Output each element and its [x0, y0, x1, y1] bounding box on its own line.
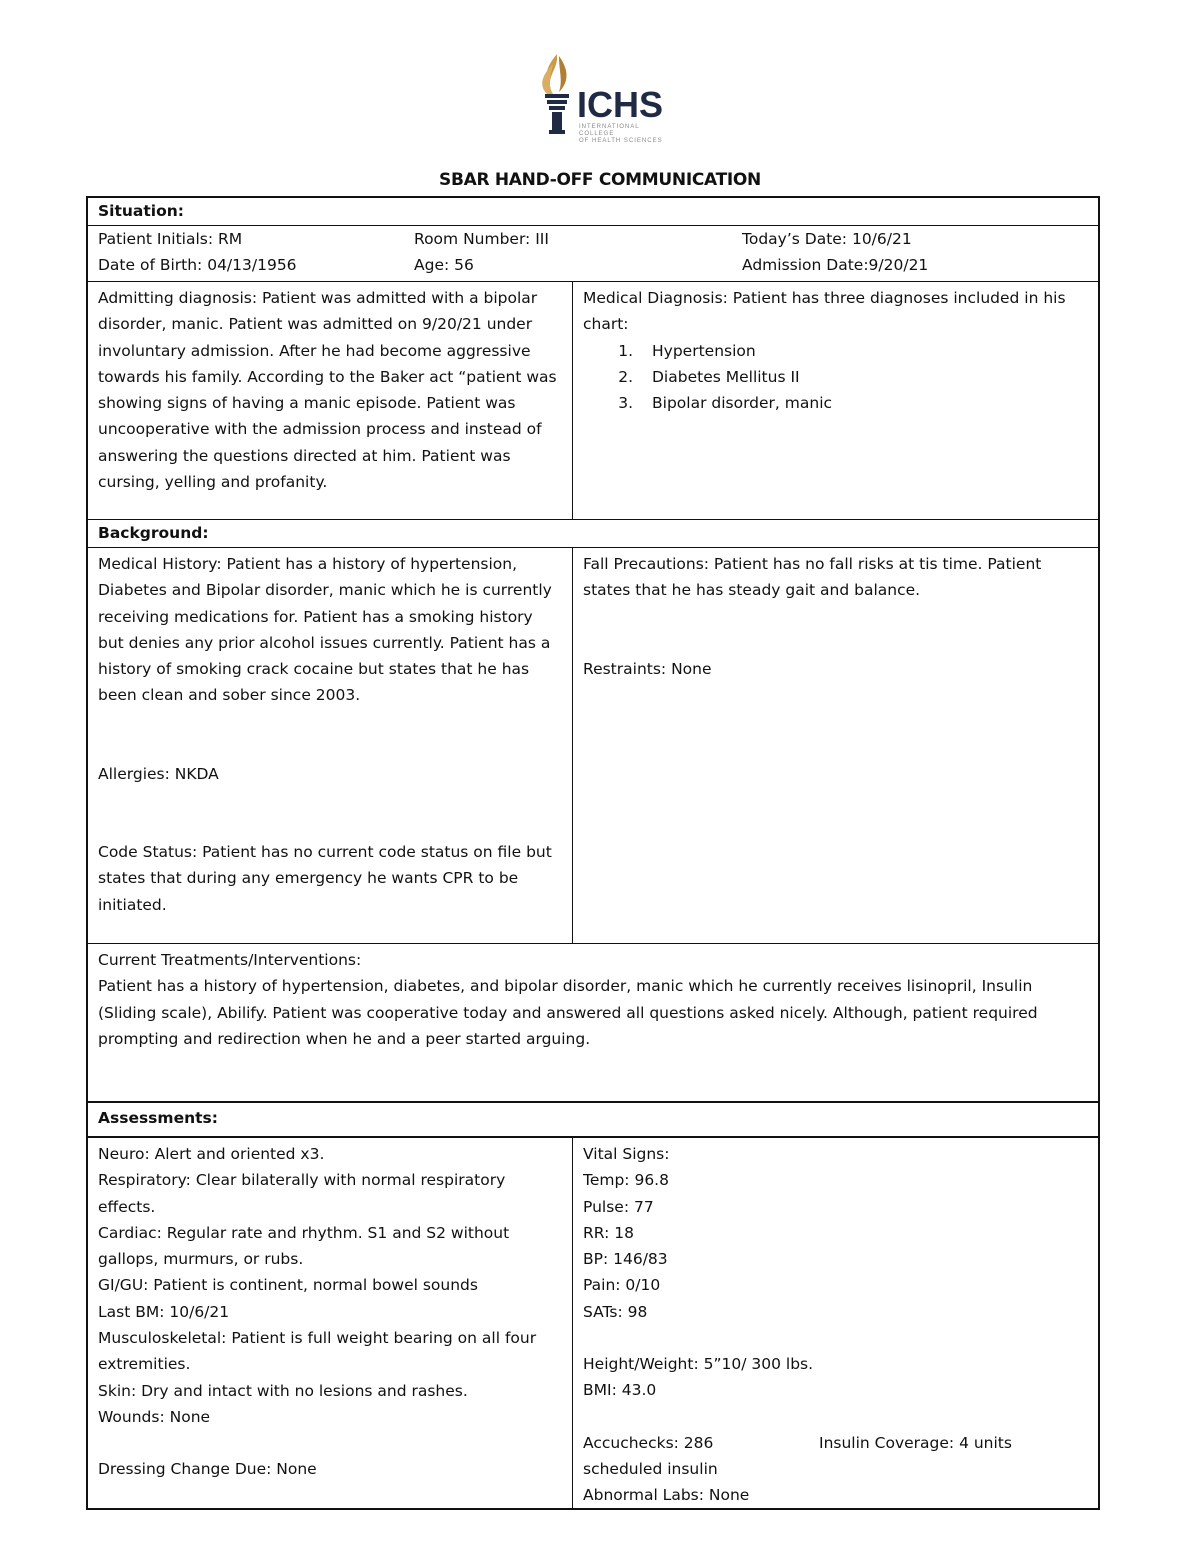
precautions-cell: [573, 548, 1098, 943]
todays-date: Today’s Date: 10/6/21: [742, 230, 912, 248]
room-number: Room Number: III: [414, 230, 549, 248]
bp: BP: 146/83: [583, 1250, 668, 1269]
admitting-diagnosis: [88, 282, 573, 519]
height-weight: Height/Weight: 5”10/ 300 lbs.: [583, 1355, 814, 1374]
respiratory: Respiratory: Clear bilaterally with normal respiratory effects.: [98, 1171, 506, 1216]
code-status: Code Status: Patient has no current code status on file but states that during any emergency he wants CPR to be initiated.: [98, 843, 552, 914]
admission-date: Admission Date:9/20/21: [742, 256, 929, 274]
gi-gu: GI/GU: Patient is continent, normal bowel sounds: [98, 1276, 478, 1295]
torch-icon: [535, 50, 579, 140]
diagnosis-item: 3. Bipolar disorder, manic: [638, 390, 1088, 416]
fall-precautions: Fall Precautions: Patient has no fall risks at tis time. Patient states that he has steady gait and balance.: [583, 555, 1042, 600]
vitals-label: Vital Signs:: [583, 1145, 670, 1163]
medical-diagnosis: [573, 282, 1098, 519]
restraints: Restraints: None: [583, 659, 712, 678]
patient-initials: Patient Initials: RM: [98, 230, 243, 248]
logo-wordmark: ICHS: [577, 84, 664, 125]
allergies: Allergies: NKDA: [98, 764, 219, 783]
treatments-label: Current Treatments/Interventions:: [98, 951, 362, 969]
admitting-diagnosis-text: Admitting diagnosis: Patient was admitted with a bipolar disorder, manic. Patient was admitted on 9/20/21 under involuntary admission. After he had become aggressive towards his family. According to the Baker act “patient was showing signs of having a manic episode. Patient was uncooperative with the admission process and instead of answering the questions directed at him. Patient was cursing, yelling and profanity.: [98, 289, 557, 492]
sats: SATs: 98: [583, 1302, 648, 1321]
accuchecks-line: [583, 1430, 1088, 1456]
insulin-coverage: Insulin Coverage: 4 units: [819, 1433, 1012, 1452]
cardiac: Cardiac: Regular rate and rhythm. S1 and S2 without gallops, murmurs, or rubs.: [98, 1223, 510, 1269]
scheduled-insulin: scheduled insulin: [583, 1459, 718, 1478]
diagnosis-row: [88, 282, 1098, 520]
diagnosis-item: 2. Diabetes Mellitus II: [638, 364, 1088, 390]
logo-tagline-line: OF HEALTH SCIENCES: [579, 138, 663, 144]
date-of-birth: Date of Birth: 04/13/1956: [98, 256, 297, 274]
situation-header: Situation:: [88, 198, 1098, 226]
age: Age: 56: [414, 256, 474, 274]
treatments-row: [88, 944, 1098, 1103]
logo-tagline: [579, 124, 675, 145]
systems-assessment: [88, 1138, 573, 1508]
medical-history: Medical History: Patient has a history of hypertension, Diabetes and Bipolar disorder, manic which he is currently receiving medications for. Patient has a smoking history but denies any prior alcohol issues currently. Patient has a history of smoking crack cocaine but states that he has been clean and sober since 2003.: [98, 555, 552, 705]
pain: Pain: 0/10: [583, 1276, 661, 1295]
vitals-assessment: [573, 1138, 1098, 1508]
wounds: Wounds: None: [98, 1407, 211, 1426]
neuro: Neuro: Alert and oriented x3.: [98, 1145, 325, 1163]
bmi: BMI: 43.0: [583, 1381, 657, 1400]
logo-tagline-line: INTERNATIONAL COLLEGE: [579, 124, 640, 137]
last-bm: Last BM: 10/6/21: [98, 1302, 230, 1321]
temp: Temp: 96.8: [583, 1171, 669, 1190]
background-header: Background:: [88, 520, 1098, 548]
history-row: [88, 548, 1098, 944]
patient-info-row: [88, 226, 1098, 282]
ichs-logo: [535, 50, 675, 142]
assessments-row: [88, 1138, 1098, 1508]
history-cell: [88, 548, 573, 943]
medical-diagnosis-intro: Medical Diagnosis: Patient has three diagnoses included in his chart:: [583, 289, 1066, 334]
diagnosis-list: [583, 338, 1088, 417]
abnormal-labs: Abnormal Labs: None: [583, 1486, 750, 1505]
rr: RR: 18: [583, 1223, 634, 1242]
page-title: SBAR HAND-OFF COMMUNICATION: [439, 170, 761, 190]
treatments-text: Patient has a history of hypertension, diabetes, and bipolar disorder, manic which he currently receives lisinopril, Insulin (Sliding scale), Abilify. Patient was cooperative today and answered all questions asked nicely. Although, patient required prompting and redirection when he and a peer started arguing.: [98, 977, 1038, 1048]
sbar-table: [86, 196, 1100, 1510]
pulse: Pulse: 77: [583, 1197, 654, 1216]
dressing-change: Dressing Change Due: None: [98, 1460, 317, 1479]
accuchecks: Accuchecks: 286: [583, 1433, 714, 1452]
skin: Skin: Dry and intact with no lesions and rashes.: [98, 1381, 468, 1400]
diagnosis-item: 1. Hypertension: [638, 338, 1088, 364]
musculoskeletal: Musculoskeletal: Patient is full weight bearing on all four extremities.: [98, 1329, 537, 1374]
assessments-header: Assessments:: [88, 1103, 1098, 1138]
